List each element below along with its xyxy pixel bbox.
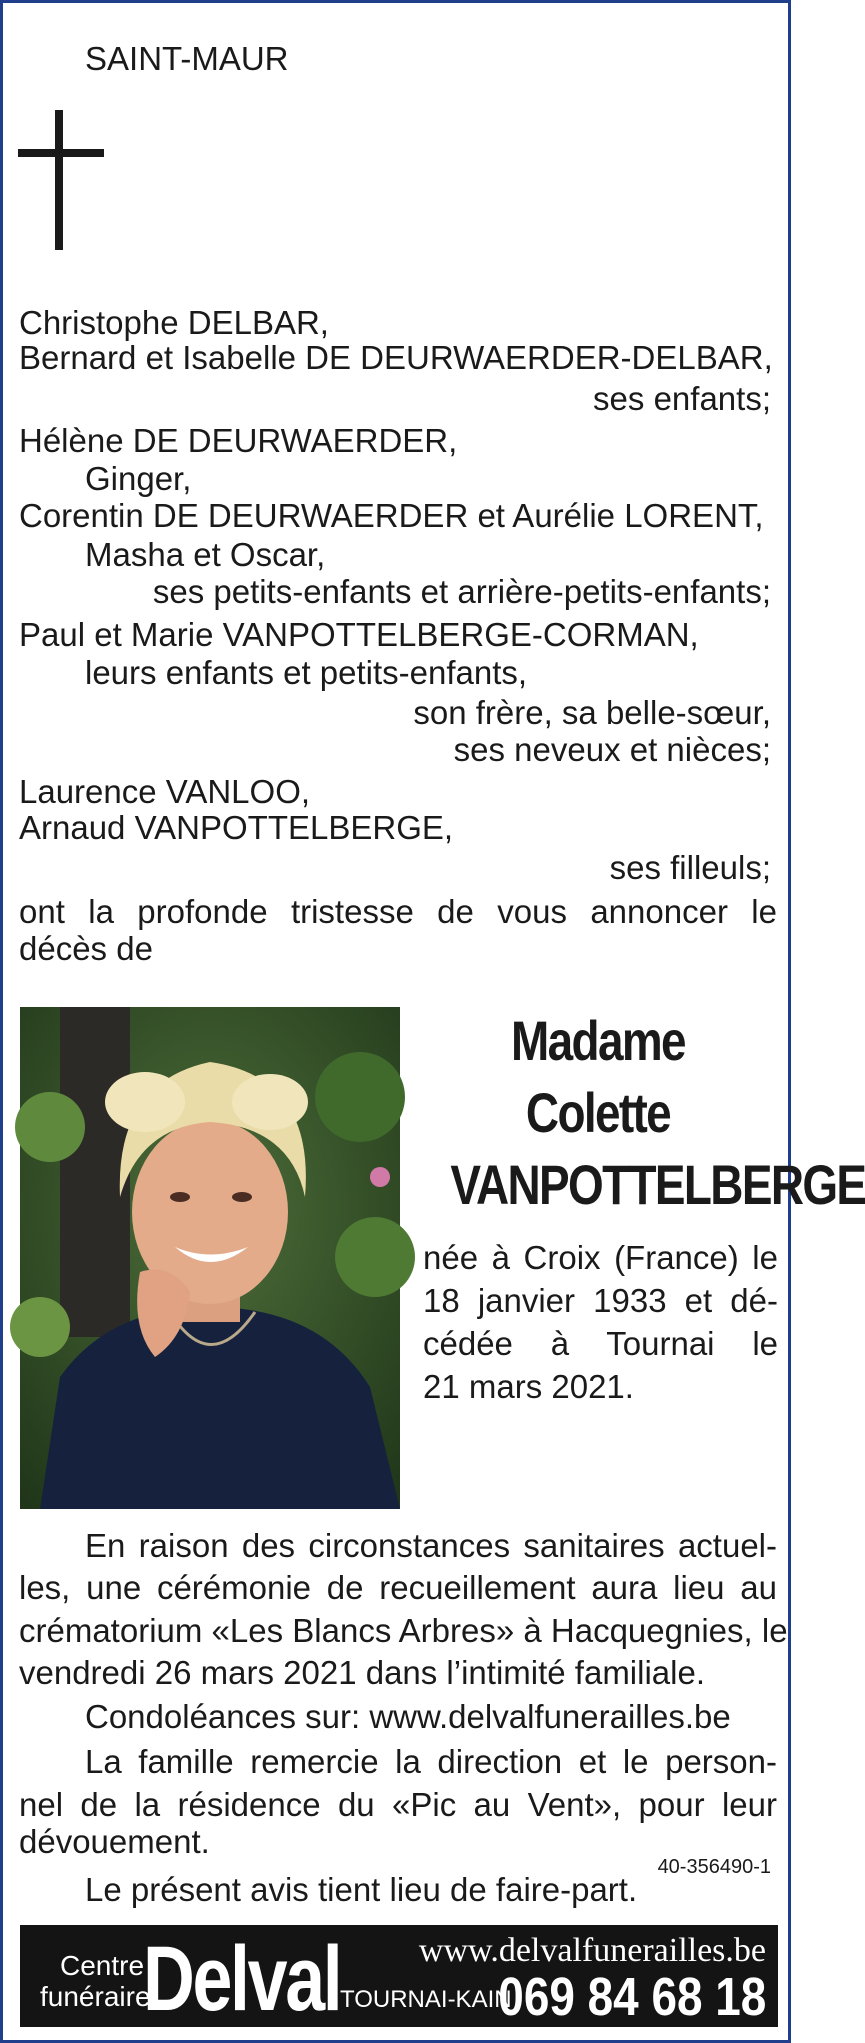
family-line: Laurence VANLOO,: [19, 773, 311, 810]
announcement-line: décès de: [19, 930, 153, 967]
condolences-line: Condoléances sur: www.delvalfunerailles.be: [85, 1698, 731, 1735]
family-line: Bernard et Isabelle DE DEURWAERDER-DELBAR,: [19, 339, 773, 376]
ceremony-line: les, une cérémonie de recueillement aura lieu au: [19, 1569, 777, 1606]
deceased-last-name: VANPOTTELBERGE: [450, 1153, 865, 1216]
family-relation: ses petits-enfants et arrière-petits-enfants;: [152, 573, 771, 610]
ceremony-line: crématorium «Les Blancs Arbres» à Hacquegnies, le: [19, 1612, 788, 1649]
announcement-line: ont la profonde tristesse de vous annoncer le: [19, 893, 777, 930]
family-line: Masha et Oscar,: [85, 536, 326, 573]
family-relation: son frère, sa belle-sœur,: [413, 694, 771, 731]
family-line: Arnaud VANPOTTELBERGE,: [19, 809, 454, 846]
deceased-title: Madame: [511, 1009, 685, 1072]
portrait-image: [20, 1007, 400, 1509]
banner-centre-label: Centre: [60, 1950, 145, 1981]
banner-funeraire-label: funéraire: [40, 1981, 151, 2012]
cross-horizontal-bar: [18, 149, 104, 157]
banner-phone-number[interactable]: 069 84 68 18: [497, 1967, 766, 2027]
bio-line: 18 janvier 1933 et dé-: [423, 1282, 778, 1319]
family-line: Paul et Marie VANPOTTELBERGE-CORMAN,: [19, 616, 699, 653]
thanks-line: La famille remercie la direction et le person-: [85, 1743, 777, 1780]
family-line: Corentin DE DEURWAERDER et Aurélie LORENT,: [19, 497, 764, 534]
funeral-home-banner: [20, 1925, 778, 2030]
portrait-photo: [20, 1007, 400, 1509]
bio-line: cédée à Tournai le: [423, 1325, 778, 1362]
family-line: Christophe DELBAR,: [19, 304, 329, 341]
thanks-line: nel de la résidence du «Pic au Vent», pour leur: [19, 1786, 777, 1823]
family-relation: ses filleuls;: [609, 849, 771, 886]
bio-line: 21 mars 2021.: [423, 1368, 634, 1405]
deceased-bio: [423, 1236, 778, 1408]
banner-brand-logo: Delval: [143, 1928, 341, 2030]
ceremony-line: vendredi 26 mars 2021 dans l’intimité familiale.: [19, 1654, 706, 1691]
family-line: Ginger,: [85, 460, 192, 497]
family-line: Hélène DE DEURWAERDER,: [19, 422, 458, 459]
cross-vertical-bar: [55, 110, 63, 250]
bio-line: née à Croix (France) le: [423, 1239, 778, 1276]
family-line: leurs enfants et petits-enfants,: [85, 654, 528, 691]
notice-line: Le présent avis tient lieu de faire-part.: [85, 1871, 638, 1908]
thanks-line: dévouement.: [19, 1823, 210, 1860]
family-relation: ses neveux et nièces;: [453, 731, 771, 768]
family-relation: ses enfants;: [593, 380, 771, 417]
location-heading: SAINT-MAUR: [85, 40, 289, 77]
deceased-first-name: Colette: [525, 1081, 671, 1144]
banner-website-link[interactable]: www.delvalfunerailles.be: [418, 1932, 766, 1969]
reference-number: 40-356490-1: [657, 1856, 771, 1878]
banner-city: TOURNAI-KAIN: [340, 1986, 512, 2013]
ceremony-line: En raison des circonstances sanitaires actuel-: [85, 1527, 777, 1564]
